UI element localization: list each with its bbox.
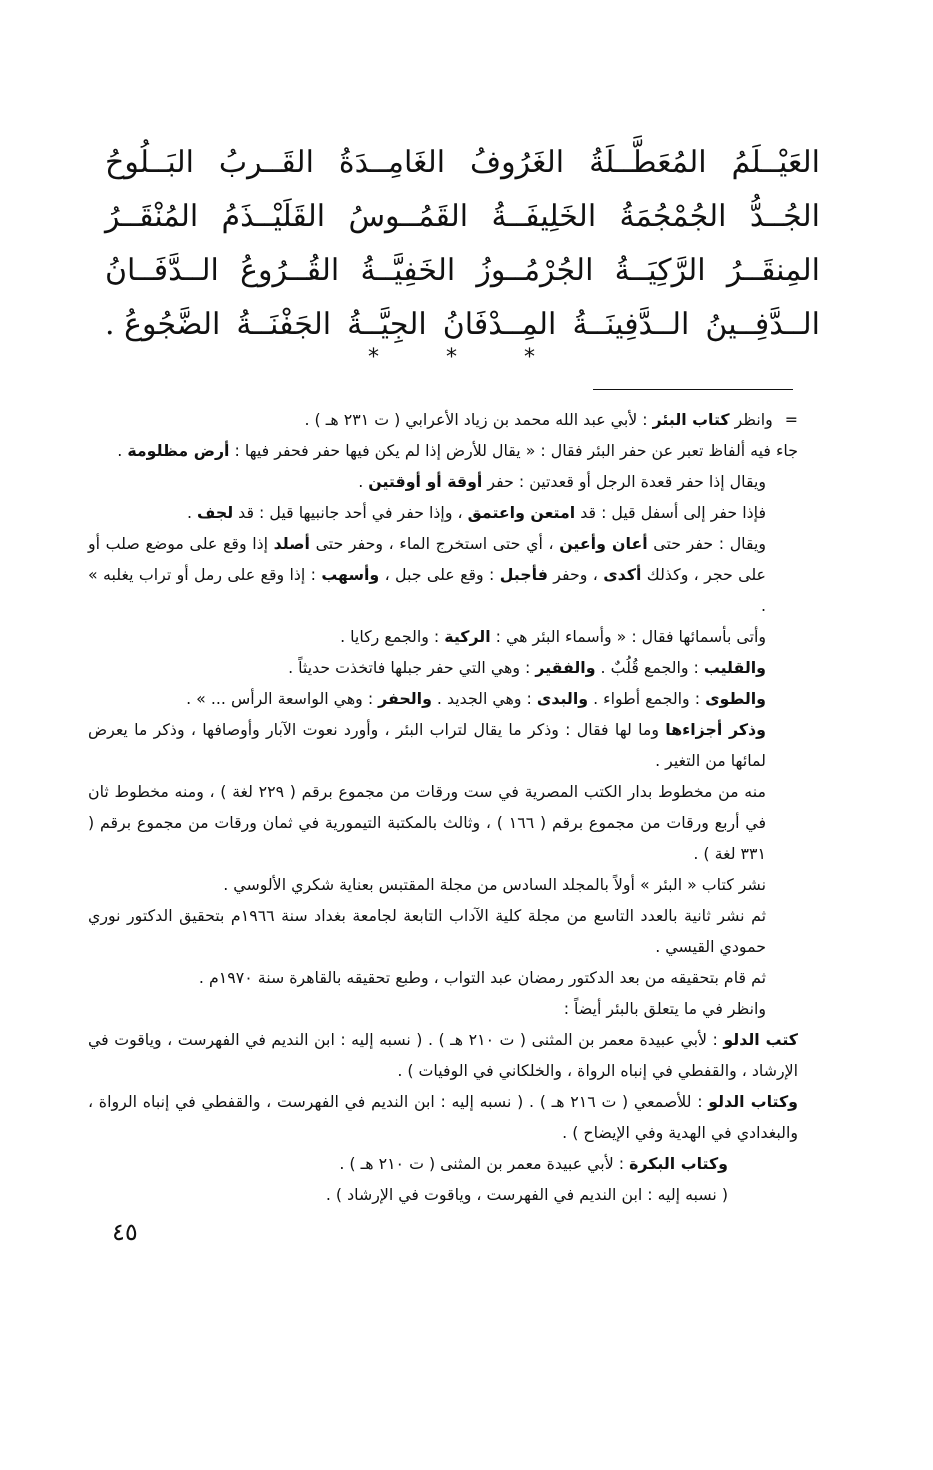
word: الجُــدُّ <box>749 198 820 234</box>
word: الــدَّفِــينُ <box>705 306 820 342</box>
word: المُعَطَّــلَةُ <box>589 144 707 180</box>
footnote-line: والطوى : والجمع أطواء . والبدى : وهي الجديد . والحفر : وهي الواسعة الرأس ... » . <box>186 689 766 708</box>
word-list-block <box>105 135 820 351</box>
word: الغَامِــدَةُ <box>338 144 446 180</box>
word: الغَرُوفُ <box>470 144 565 180</box>
footnote-line: وذكر أجزاءها وما لها فقال : وذكر ما يقال لتراب البئر ، وأورد نعوت الآبار وأوصافها ، وذكر ما يعرض لمائها من التغير . <box>88 720 766 770</box>
footnote-line: وأتى بأسمائها فقال : « وأسماء البئر هي : الركية : والجمع ركايا . <box>340 627 766 646</box>
footnote-rule <box>593 389 793 390</box>
footnote-line: =وانظر كتاب البئر : لأبي عبد الله محمد بن زياد الأعرابي ( ت ٢٣١ هـ ) . <box>304 410 798 429</box>
word-row <box>105 189 820 243</box>
footnote-line: نشر كتاب « البئر » أولاً بالمجلد السادس من مجلة المقتبس بعناية شكري الألوسي . <box>223 875 766 894</box>
word-row <box>105 297 820 351</box>
footnote-line: ثم قام بتحقيقه من بعد الدكتور رمضان عبد التواب ، وطبع تحقيقه بالقاهرة سنة ١٩٧٠م . <box>198 968 766 987</box>
footnote-line: وانظر في ما يتعلق بالبئر أيضاً : <box>563 999 766 1018</box>
word: القَلَيْــذَمُ <box>221 198 326 234</box>
word: الخَلِيفَــةُ <box>491 198 597 234</box>
word: الــدَّفَــانُ <box>105 252 219 288</box>
word: الجَفْنَــةُ <box>236 306 332 342</box>
footnote-line: ثم نشر ثانية بالعدد التاسع من مجلة كلية الآداب التابعة لجامعة بغداد سنة ١٩٦٦م بتحقيق الدكتور نوري حمودي القيسي . <box>88 906 766 956</box>
footnote-line: والقليب : والجمع قُلُبٌ . والفقير : وهي التي حفر جبلها فاتخذت حديثاً . <box>288 658 766 677</box>
word: الخَفِيَّــةُ <box>360 252 456 288</box>
footnote-line: منه من مخطوط بدار الكتب المصرية في ست ورقات من مجموع برقم ( ٢٢٩ لغة ) ، ومنه مخطوط ثان في أربع ورقات من مجموع برقم ( ١٦٦ ) ، وثالث بالمكتبة التيمورية في ثمان ورقات من مجموع برقم ( ٣٣١ لغة ) . <box>88 782 767 863</box>
word: الجُمْجُمَةُ <box>619 198 727 234</box>
footnotes <box>88 404 798 1210</box>
section-separator: * * * <box>368 345 565 370</box>
word: القَمُــوسُ <box>348 198 469 234</box>
word: البَــلُوحُ <box>105 144 194 180</box>
footnote-line: وكتاب الدلو : للأصمعي ( ت ٢١٦ هـ ) . ( نسبه إليه : ابن النديم في الفهرست ، والقفطي في إنباه الرواة ، والبغدادي في الهدية وفي الإيضاح ) . <box>88 1092 798 1142</box>
footnote-line: وكتاب البكرة : لأبي عبيدة معمر بن المثنى ( ت ٢١٠ هـ ) . <box>339 1154 728 1173</box>
word: الرَّكِيَــةُ <box>614 252 706 288</box>
word: القُــرُوعُ <box>240 252 340 288</box>
footnote-line: ( نسبه إليه : ابن النديم في الفهرست ، وياقوت في الإرشاد ) . <box>325 1185 728 1204</box>
page-number: ٤٥ <box>112 1218 138 1246</box>
word: الجُرْمُــوزُ <box>476 252 594 288</box>
footnote-line: ويقال إذا حفر قعدة الرجل أو قعدتين : حفر أوقة أو أوقتين . <box>358 472 766 491</box>
word: الجِيَّــةُ <box>347 306 427 342</box>
word: الــدَّفِينَــةُ <box>572 306 690 342</box>
word: العَيْــلَمُ <box>731 144 820 180</box>
word-row <box>105 243 820 297</box>
word: الضَّجُوعُ . <box>105 306 221 342</box>
footnote-line: جاء فيه ألفاظ تعبر عن حفر البئر فقال : « يقال للأرض إذا لم يكن فيها حفر فحفر فيها : أرض مظلومة . <box>117 441 798 460</box>
word: المُنْقَــرُ <box>105 198 199 234</box>
word: المِــدْفَانُ <box>442 306 557 342</box>
word: المِنقَــرُ <box>726 252 820 288</box>
footnote-line: فإذا حفر إلى أسفل قيل : قد امتعن واعتمق ، وإذا حفر في أحد جانبيها قيل : قد لجف . <box>186 503 766 522</box>
word: القَــربُ <box>218 144 314 180</box>
footnote-line: ويقال : حفر حتى أعان وأعين ، أي حتى استخرج الماء ، وحفر حتى أصلد إذا وقع على موضع صلب أو على حجر ، وكذلك أكدى ، وحفر فأجبل : وقع على جبل ، وأسهب : إذا وقع على رمل أو تراب يغلبه » . <box>88 534 767 615</box>
footnote-line: كتب الدلو : لأبي عبيدة معمر بن المثنى ( ت ٢١٠ هـ ) . ( نسبه إليه : ابن النديم في الفهرست ، وياقوت في الإرشاد ، والقفطي في إنباه الرواة ، والخلكاني في الوفيات ) . <box>88 1030 798 1080</box>
word-row <box>105 135 820 189</box>
